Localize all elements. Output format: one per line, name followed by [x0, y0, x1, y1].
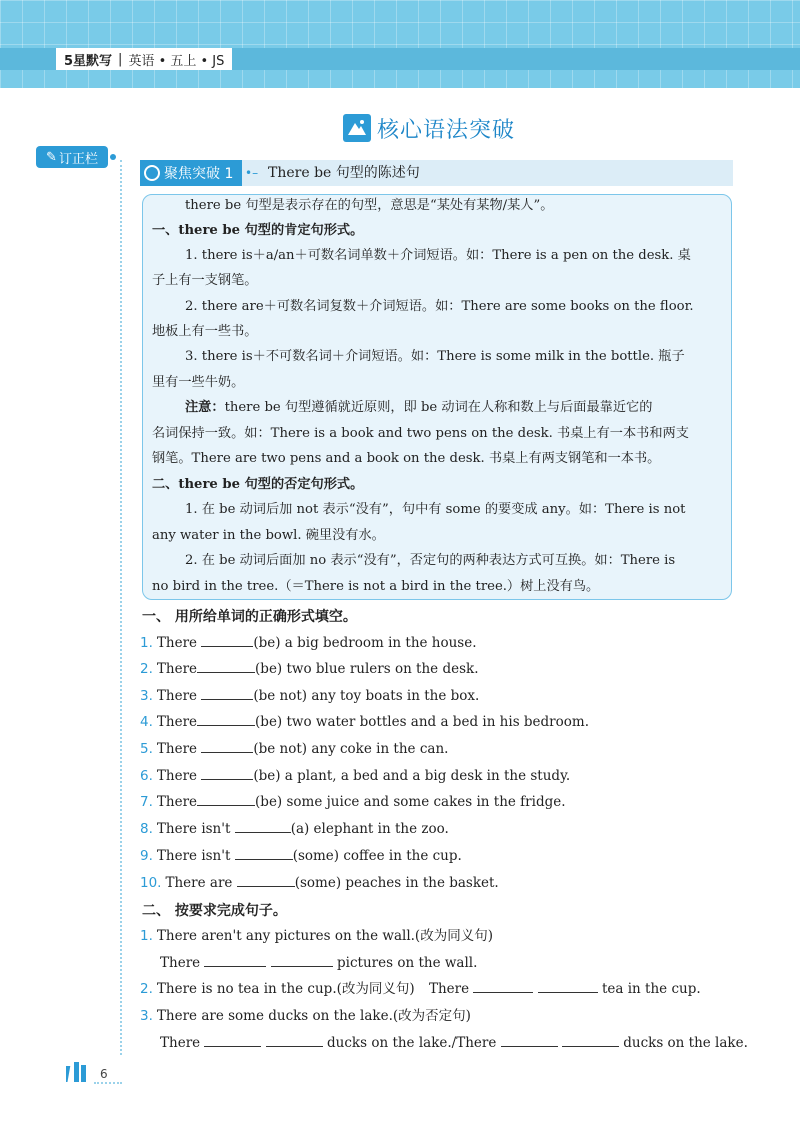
answer-blank[interactable]	[204, 953, 266, 967]
correction-column-tag	[36, 146, 108, 168]
item-number: 5.	[140, 741, 153, 757]
question-number: 3.	[140, 1008, 153, 1024]
page-number: 6	[100, 1067, 108, 1081]
pencil-icon: ✎	[46, 149, 57, 165]
answer-blank[interactable]	[237, 873, 295, 887]
item-number: 9.	[140, 848, 153, 864]
answer-blank[interactable]	[235, 846, 293, 860]
question: 2. There is no tea in the cup.(改为同义句) There tea in the cup.	[140, 981, 701, 997]
item-suffix: (be) a big bedroom in the house.	[253, 635, 477, 651]
focus-tab	[140, 160, 242, 186]
rule-line: no bird in the tree.（＝There is not a bird in the tree.）树上没有鸟。	[152, 579, 600, 594]
item-number: 2.	[140, 661, 153, 677]
exercise-item	[140, 686, 479, 706]
answer-blank[interactable]	[201, 633, 253, 647]
exercise-item	[140, 766, 570, 786]
item-prefix: There isn't	[156, 848, 235, 864]
question	[140, 1006, 471, 1026]
item-suffix: (a) elephant in the zoo.	[290, 821, 449, 837]
question-text: There are some ducks on the lake.(改为否定句)	[156, 1008, 471, 1024]
note-text: there be 句型遵循就近原则，即 be 动词在人称和数上与后面最靠近它的	[224, 400, 653, 415]
answer-blank[interactable]	[201, 739, 253, 753]
item-suffix: (be not) any toy boats in the box.	[253, 688, 480, 704]
item-number: 7.	[140, 794, 153, 810]
book-info: 英语 • 五上 • JS	[128, 53, 225, 69]
page-dotted-line	[94, 1082, 122, 1084]
exercise-item	[140, 712, 589, 732]
rule-line: 地板上有一些书。	[152, 324, 258, 339]
item-prefix: There	[156, 794, 198, 810]
focus-title: There be 句型的陈述句	[268, 165, 420, 181]
mountain-icon	[343, 114, 371, 142]
item-prefix: There	[156, 768, 202, 784]
item-prefix: There	[156, 635, 202, 651]
exercise1-title: 一、 用所给单词的正确形式填空。	[142, 609, 357, 625]
note-label: 注意：	[185, 400, 225, 415]
book-series-tag	[56, 48, 232, 70]
item-prefix: There	[156, 741, 202, 757]
answer-blank[interactable]	[201, 686, 253, 700]
item-suffix: (be) a plant, a bed and a big desk in the study.	[253, 768, 571, 784]
item-number: 3.	[140, 688, 153, 704]
exercise-item	[140, 846, 462, 866]
rule-line: 2. 在 be 动词后面加 no 表示“没有”，否定句的两种表达方式可互换。如：There is	[185, 553, 676, 568]
item-suffix: (some) peaches in the basket.	[294, 875, 499, 891]
item-number: 1.	[140, 635, 153, 651]
answer-line: There pictures on the wall.	[160, 955, 478, 971]
question-number: 2.	[140, 981, 153, 997]
question-text: There is no tea in the cup.(改为同义句)	[156, 981, 415, 997]
question-number: 1.	[140, 928, 153, 944]
answer-blank[interactable]	[473, 979, 533, 993]
rule-line: 里有一些牛奶。	[152, 375, 245, 390]
answer-blank[interactable]	[562, 1033, 619, 1047]
item-suffix: (be not) any coke in the can.	[253, 741, 449, 757]
margin-dotted-line	[120, 160, 122, 1055]
item-prefix: There isn't	[156, 821, 235, 837]
exercise-item	[140, 739, 448, 759]
rule-line: 1. 在 be 动词后加 not 表示“没有”，句中有 some 的要变成 any。如：There is not	[185, 502, 686, 517]
dot	[110, 154, 116, 160]
focus-arrow: •–	[245, 166, 259, 180]
item-prefix: There	[156, 688, 202, 704]
answer-blank[interactable]	[271, 953, 333, 967]
header-band	[0, 0, 800, 88]
rule-line: any water in the bowl. 碗里没有水。	[152, 528, 385, 543]
note-line: 名词保持一致。如：There is a book and two pens on the desk. 书桌上有一本书和两支	[152, 426, 689, 441]
item-suffix: (be) two blue rulers on the desk.	[255, 661, 479, 677]
exercise-item	[140, 792, 566, 812]
note-line: 钢笔。There are two pens and a book on the desk. 书桌上有两支钢笔和一本书。	[152, 451, 661, 466]
section-title-text: 核心语法突破	[377, 117, 516, 143]
answer-blank[interactable]	[501, 1033, 558, 1047]
books-icon	[66, 1062, 92, 1086]
correction-column-label: 订正栏	[58, 151, 98, 167]
answer-blank[interactable]	[201, 766, 253, 780]
intro-line: there be 句型是表示存在的句型，意思是“某处有某物/某人”。	[185, 198, 554, 213]
exercise-item	[140, 873, 499, 893]
item-suffix: (be) two water bottles and a bed in his bedroom.	[255, 714, 589, 730]
answer-blank[interactable]	[197, 659, 255, 673]
item-number: 4.	[140, 714, 153, 730]
exercise-item	[140, 659, 479, 679]
separator: |	[118, 51, 123, 67]
answer-line: There ducks on the lake./There ducks on the lake.	[160, 1035, 748, 1051]
question-text: There aren't any pictures on the wall.(改为同义句)	[156, 928, 493, 944]
rule-line: 1. there is＋a/an＋可数名词单数＋介词短语。如：There is a pen on the desk. 桌	[185, 248, 691, 263]
focus-tab-label: 聚焦突破 1	[164, 166, 234, 182]
part2-title: 二、there be 句型的否定句形式。	[152, 477, 364, 492]
exercise2-title: 二、 按要求完成句子。	[142, 903, 287, 919]
focus-icon	[144, 165, 160, 181]
item-number: 10.	[140, 875, 162, 891]
brand-label: 5星默写	[64, 53, 113, 69]
answer-blank[interactable]	[197, 792, 255, 806]
note-line	[185, 398, 652, 418]
exercise-item	[140, 819, 449, 839]
answer-blank[interactable]	[266, 1033, 323, 1047]
exercise-item	[140, 633, 477, 653]
question	[140, 926, 493, 946]
rule-line: 子上有一支钢笔。	[152, 273, 258, 288]
item-number: 6.	[140, 768, 153, 784]
answer-blank[interactable]	[538, 979, 598, 993]
item-suffix: (some) coffee in the cup.	[292, 848, 462, 864]
answer-blank[interactable]	[197, 712, 255, 726]
answer-blank[interactable]	[235, 819, 291, 833]
rule-line: 2. there are＋可数名词复数＋介词短语。如：There are some books on the floor.	[185, 299, 694, 314]
part1-title: 一、there be 句型的肯定句形式。	[152, 223, 364, 238]
section-title	[343, 112, 515, 144]
item-suffix: (be) some juice and some cakes in the fridge.	[255, 794, 566, 810]
item-prefix: There are	[165, 875, 237, 891]
answer-blank[interactable]	[204, 1033, 261, 1047]
item-number: 8.	[140, 821, 153, 837]
rule-line: 3. there is＋不可数名词＋介词短语。如：There is some milk in the bottle. 瓶子	[185, 349, 685, 364]
item-prefix: There	[156, 661, 198, 677]
item-prefix: There	[156, 714, 198, 730]
